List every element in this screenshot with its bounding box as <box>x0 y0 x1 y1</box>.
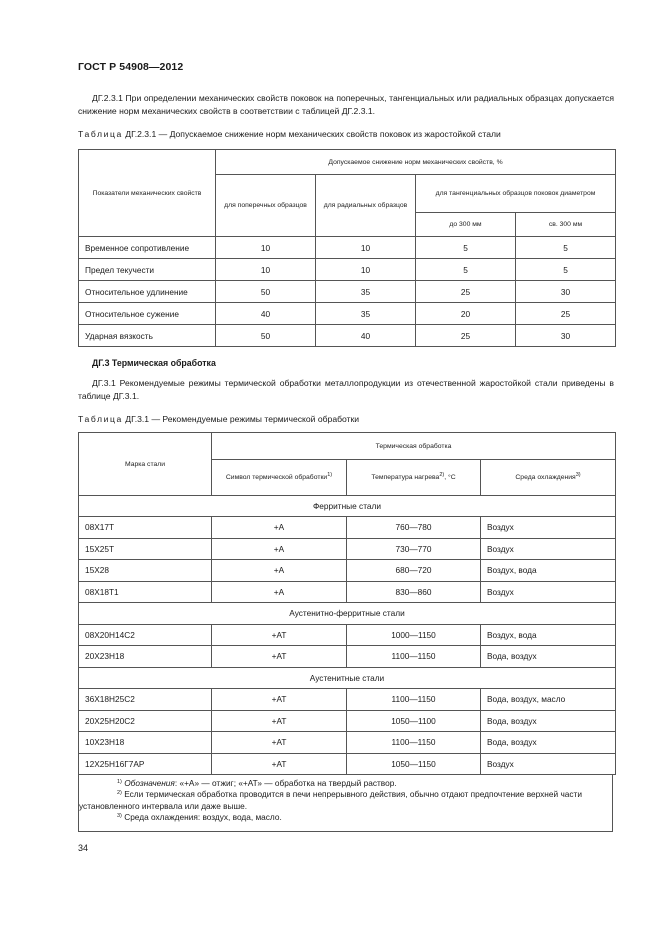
table-row: 08Х17Т +А 760—780 Воздух <box>79 517 616 539</box>
section-title-dg-3: ДГ.3 Термическая обработка <box>92 358 216 368</box>
table-row: 15Х25Т +А 730—770 Воздух <box>79 538 616 560</box>
table-row: 12Х25Н16Г7АР +АТ 1050—1150 Воздух <box>79 753 616 775</box>
table-row: Относительное сужение 40 35 20 25 <box>79 303 616 325</box>
table1-col-indicators: Показатели механических свойств <box>79 150 216 237</box>
table2-caption: Таблица ДГ.3.1 — Рекомендуемые режимы термической обработки <box>78 414 360 424</box>
table1-col-group: Допускаемое снижение норм механических свойств, % <box>216 150 616 175</box>
table1-col-tangential: для тангенциальных образцов поковок диаметром <box>416 175 616 213</box>
table-row: 15Х28 +А 680—720 Воздух, вода <box>79 560 616 582</box>
table-row: Относительное удлинение 50 35 25 30 <box>79 281 616 303</box>
table-row: 08Х18Т1 +А 830—860 Воздух <box>79 581 616 603</box>
table2-col-temp: Температура нагрева$^{2)}$, °С <box>347 460 481 496</box>
page-number: 34 <box>78 843 89 853</box>
table-row: Временное сопротивление 10 10 5 5 <box>79 237 616 259</box>
note-1: $^{1)}$ Обозначения: «+А» — отжиг; «+АТ» — обработка на твердый раствор. <box>117 778 397 788</box>
table2-notes <box>78 774 613 832</box>
group-title: Аустенитно-ферритные стали <box>79 603 616 625</box>
group-title: Аустенитные стали <box>79 667 616 689</box>
table1-caption: Таблица ДГ.2.3.1 — Допускаемое снижение норм механических свойств поковок из жаростойкой стали <box>78 129 501 139</box>
paragraph-dg-3-1: ДГ.3.1 Рекомендуемые режимы термической обработки металлопродукции из отечественной жаростойкой стали приведены в таблице ДГ.3.1. <box>78 378 614 401</box>
table-dg-2-3-1 <box>78 149 616 347</box>
document-header: ГОСТ Р 54908—2012 <box>78 61 184 73</box>
table1-col-upto300: до 300 мм <box>416 213 516 237</box>
table-dg-3-1 <box>78 432 616 775</box>
note-2: $^{2)}$ Если термическая обработка проводится в печи непрерывного действия, обычно отдают предпочтение верхней части установленного интервала или даже выше. <box>79 789 582 811</box>
table2-col-grade: Марка стали <box>79 433 212 496</box>
table-row: Ударная вязкость 50 40 25 30 <box>79 325 616 347</box>
table-row: 20Х25Н20С2 +АТ 1050—1100 Вода, воздух <box>79 710 616 732</box>
table2-col-group: Термическая обработка <box>212 433 616 460</box>
table2-col-medium: Среда охлаждения$^{3)}$ <box>481 460 616 496</box>
table2-col-symbol: Символ термической обработки$^{1)}$ <box>212 460 347 496</box>
note-3: $^{3)}$ Среда охлаждения: воздух, вода, масло. <box>117 811 282 822</box>
table-row: 08Х20Н14С2 +АТ 1000—1150 Воздух, вода <box>79 624 616 646</box>
paragraph-dg-2-3-1: ДГ.2.3.1 При определении механических свойств поковок на поперечных, тангенциальных или радиальных образцах допускается снижение норм механических свойств в соответствии с таблицей ДГ.2.3.1. <box>78 93 614 116</box>
table-row: Предел текучести 10 10 5 5 <box>79 259 616 281</box>
group-title: Ферритные стали <box>79 496 616 517</box>
table1-col-radial: для радиальных образцов <box>316 175 416 237</box>
table1-col-transverse: для поперечных образцов <box>216 175 316 237</box>
table1-col-over300: св. 300 мм <box>516 213 616 237</box>
table-row: 10Х23Н18 +АТ 1100—1150 Вода, воздух <box>79 732 616 754</box>
table-row: 36Х18Н25С2 +АТ 1100—1150 Вода, воздух, масло <box>79 689 616 711</box>
table-row: 20Х23Н18 +АТ 1100—1150 Вода, воздух <box>79 646 616 668</box>
